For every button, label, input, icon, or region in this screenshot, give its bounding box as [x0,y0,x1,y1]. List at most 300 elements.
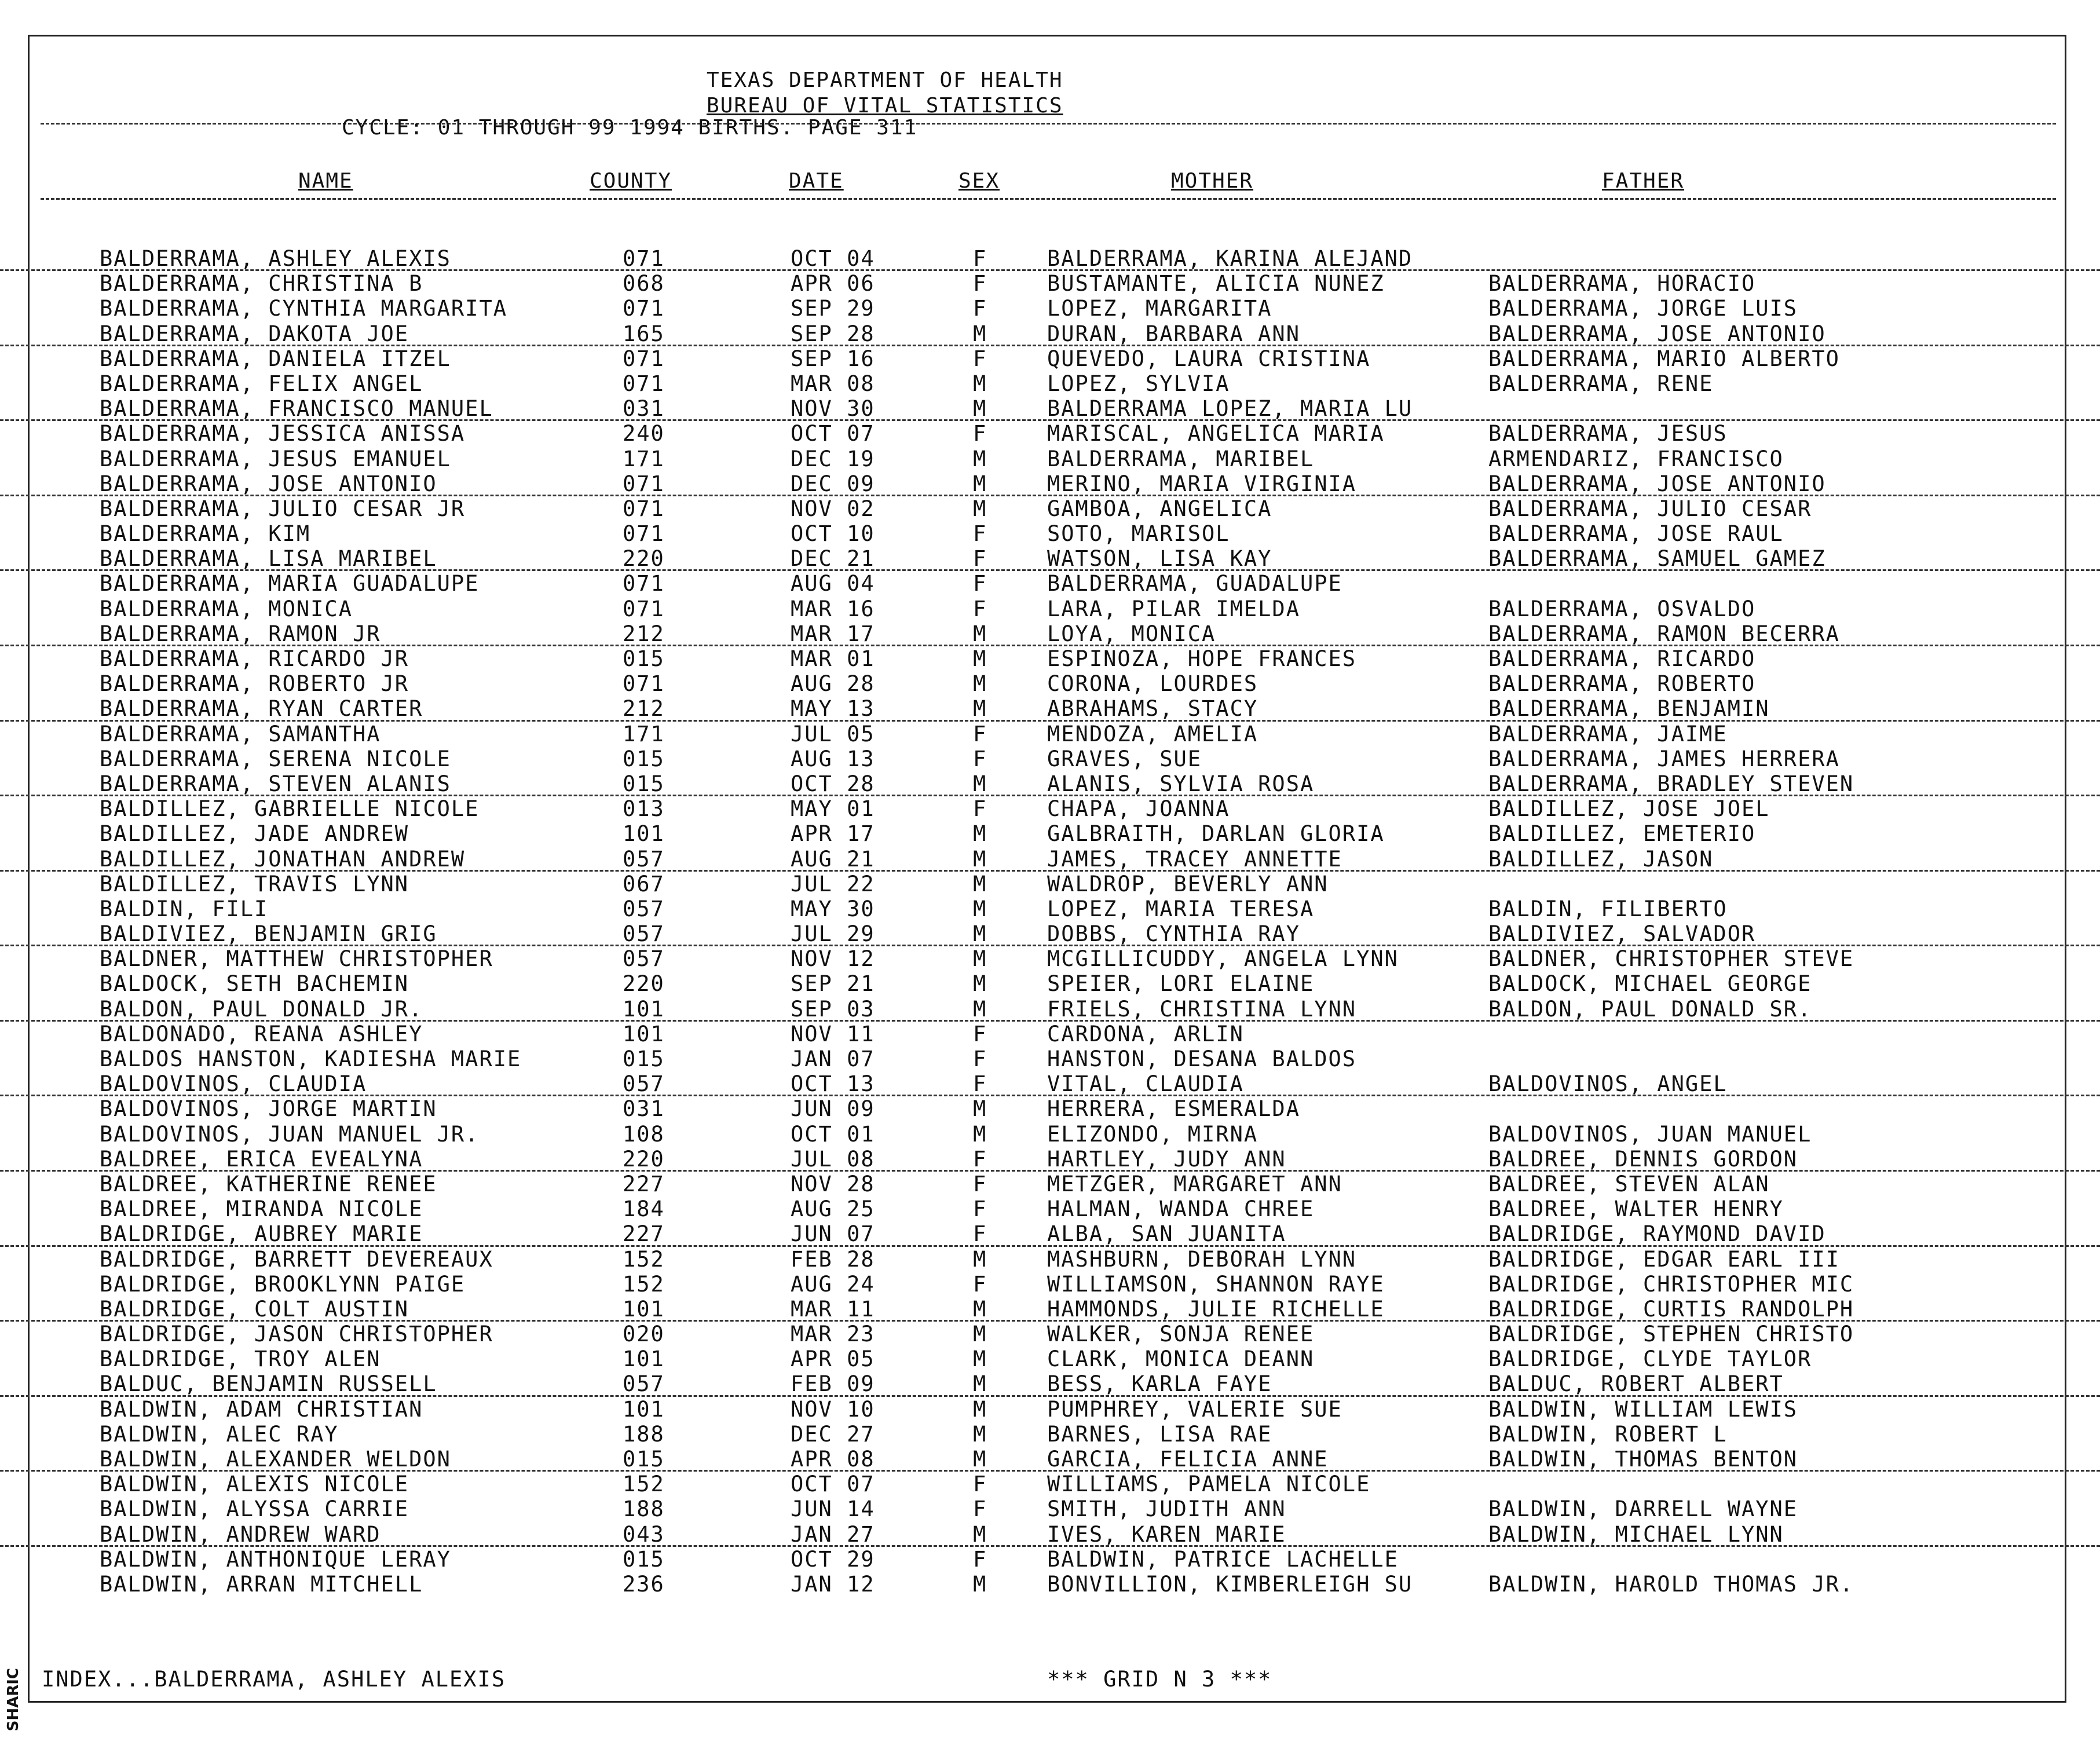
column-header-father: FATHER [1602,169,1685,193]
record-county: 071 [623,471,665,496]
column-header-mother: MOTHER [1171,169,1254,193]
record-row [0,946,2100,971]
record-date: SEP 16 [791,346,875,371]
record-name: BALDNER, MATTHEW CHRISTOPHER [100,946,493,972]
record-father: BALDWIN, HAROLD THOMAS JR. [1488,1571,1854,1597]
record-mother: GRAVES, SUE [1047,746,1202,771]
record-sex: M [973,1246,987,1272]
record-row [0,847,2100,872]
record-name: BALDILLEZ, JONATHAN ANDREW [100,846,466,872]
record-name: BALDREE, MIRANDA NICOLE [100,1197,423,1222]
record-name: BALDWIN, ALEXANDER WELDON [100,1447,451,1472]
record-name: BALDERRAMA, RICARDO JR [100,646,409,671]
record-sex: M [973,1521,987,1547]
record-county: 057 [623,1071,665,1097]
record-name: BALDERRAMA, JOSE ANTONIO [100,471,437,496]
record-date: AUG 25 [791,1197,875,1222]
column-header-county: COUNTY [590,169,672,193]
record-date: NOV 02 [791,496,875,521]
column-header-name: NAME [298,169,353,193]
record-sex: F [973,346,987,371]
record-county: 057 [623,896,665,921]
record-county: 071 [623,596,665,621]
record-date: DEC 09 [791,471,875,496]
record-name: BALDERRAMA, CHRISTINA B [100,271,423,297]
record-sex: F [973,1071,987,1097]
record-name: BALDERRAMA, ROBERTO JR [100,671,409,697]
record-row [0,1371,2100,1396]
record-row [0,1572,2100,1597]
record-name: BALDERRAMA, RYAN CARTER [100,696,423,722]
record-row [0,321,2100,346]
record-father: BALDRIDGE, CURTIS RANDOLPH [1488,1296,1854,1322]
record-date: OCT 07 [791,421,875,447]
record-name: BALDUC, BENJAMIN RUSSELL [100,1371,437,1397]
record-father: BALDERRAMA, JOSE ANTONIO [1488,471,1826,496]
record-date: FEB 28 [791,1246,875,1272]
record-name: BALDERRAMA, DANIELA ITZEL [100,346,451,371]
record-name: BALDREE, ERICA EVEALYNA [100,1146,423,1172]
record-sex: F [973,1197,987,1222]
record-date: JUN 09 [791,1096,875,1122]
record-row [0,1221,2100,1246]
record-sex: M [973,1447,987,1472]
record-sex: M [973,946,987,972]
record-row [0,1071,2100,1096]
record-father: BALDWIN, ROBERT L [1488,1421,1728,1447]
record-father: BALDWIN, MICHAEL LYNN [1488,1521,1784,1547]
record-county: 101 [623,1296,665,1322]
record-father: BALDERRAMA, JULIO CESAR [1488,496,1812,521]
record-sex: F [973,421,987,447]
record-date: OCT 07 [791,1472,875,1497]
record-date: OCT 10 [791,521,875,547]
record-sex: M [973,371,987,396]
record-mother: MENDOZA, AMELIA [1047,721,1258,747]
record-father: BALDERRAMA, RENE [1488,371,1714,396]
record-mother: HERRERA, ESMERALDA [1047,1096,1300,1122]
column-header-divider [41,198,2056,200]
record-row [0,346,2100,371]
record-name: BALDERRAMA, SERENA NICOLE [100,746,451,771]
record-county: 101 [623,1021,665,1047]
record-name: BALDERRAMA, MONICA [100,596,353,621]
record-sex: F [973,1171,987,1197]
record-date: JUL 22 [791,871,875,897]
record-row [0,471,2100,496]
record-row [0,496,2100,521]
record-row [0,296,2100,321]
record-row [0,246,2100,271]
record-row [0,1122,2100,1147]
record-sex: M [973,996,987,1022]
record-sex: F [973,721,987,747]
record-county: 188 [623,1421,665,1447]
record-row [0,1272,2100,1297]
record-mother: HANSTON, DESANA BALDOS [1047,1047,1357,1071]
record-sex: F [973,1271,987,1297]
record-name: BALDILLEZ, JADE ANDREW [100,821,409,847]
record-mother: ALBA, SAN JUANITA [1047,1221,1286,1247]
record-father: BALDERRAMA, MARIO ALBERTO [1488,346,1840,371]
record-sex: F [973,546,987,572]
record-sex: M [973,871,987,897]
column-header-date: DATE [789,169,844,193]
record-sex: M [973,496,987,521]
record-date: MAY 30 [791,896,875,921]
record-date: MAR 17 [791,621,875,646]
record-father: BALDIN, FILIBERTO [1488,896,1728,921]
record-name: BALDERRAMA, FRANCISCO MANUEL [100,396,493,422]
record-father: BALDOVINOS, JUAN MANUEL [1488,1121,1812,1147]
record-sex: M [973,646,987,671]
record-date: APR 08 [791,1447,875,1472]
record-county: 240 [623,421,665,447]
record-county: 108 [623,1121,665,1147]
record-row [0,621,2100,646]
record-name: BALDERRAMA, ASHLEY ALEXIS [100,246,451,271]
record-name: BALDWIN, ALYSSA CARRIE [100,1496,409,1522]
record-county: 101 [623,1396,665,1422]
record-father: BALDRIDGE, CLYDE TAYLOR [1488,1347,1812,1372]
record-father: BALDWIN, DARRELL WAYNE [1488,1496,1798,1522]
record-mother: WILLIAMS, PAMELA NICOLE [1047,1472,1371,1497]
record-county: 020 [623,1322,665,1347]
record-mother: BALDERRAMA, KARINA ALEJAND [1047,246,1413,271]
record-date: MAR 11 [791,1296,875,1322]
record-row [0,271,2100,296]
record-mother: FRIELS, CHRISTINA LYNN [1047,996,1357,1022]
record-county: 101 [623,821,665,847]
record-father: BALDILLEZ, EMETERIO [1488,821,1756,847]
record-county: 013 [623,796,665,822]
record-county: 188 [623,1496,665,1522]
record-sex: M [973,1096,987,1122]
record-mother: BONVILLION, KIMBERLEIGH SU [1047,1571,1413,1597]
record-sex: M [973,771,987,796]
record-father: BALDOVINOS, ANGEL [1488,1071,1728,1097]
record-name: BALDWIN, ARRAN MITCHELL [100,1571,423,1597]
record-county: 227 [623,1171,665,1197]
record-sex: M [973,1421,987,1447]
record-date: OCT 28 [791,771,875,796]
record-mother: SPEIER, LORI ELAINE [1047,971,1315,997]
record-mother: HAMMONDS, JULIE RICHELLE [1047,1296,1385,1322]
record-county: 068 [623,271,665,297]
index-footer: INDEX...BALDERRAMA, ASHLEY ALEXIS [42,1667,506,1692]
record-name: BALDRIDGE, BARRETT DEVEREAUX [100,1246,493,1272]
record-date: SEP 03 [791,996,875,1022]
record-name: BALDWIN, ALEXIS NICOLE [100,1472,409,1497]
record-date: OCT 01 [791,1121,875,1147]
record-county: 071 [623,521,665,547]
record-row [0,897,2100,921]
record-county: 165 [623,321,665,346]
record-row [0,696,2100,721]
record-name: BALDIVIEZ, BENJAMIN GRIG [100,921,437,947]
record-father: BALDUC, ROBERT ALBERT [1488,1371,1784,1397]
record-mother: METZGER, MARGARET ANN [1047,1171,1342,1197]
record-father: BALDERRAMA, JOSE RAUL [1488,521,1784,547]
record-row [0,747,2100,771]
record-father: BALDOCK, MICHAEL GEORGE [1488,971,1812,997]
record-row [0,1522,2100,1547]
record-name: BALDERRAMA, FELIX ANGEL [100,371,423,396]
record-name: BALDOVINOS, JUAN MANUEL JR. [100,1121,480,1147]
record-row [0,1247,2100,1272]
record-county: 031 [623,1096,665,1122]
record-mother: JAMES, TRACEY ANNETTE [1047,846,1342,872]
record-name: BALDRIDGE, JASON CHRISTOPHER [100,1322,493,1347]
record-row [0,1347,2100,1371]
record-row [0,1197,2100,1221]
record-mother: BALDWIN, PATRICE LACHELLE [1047,1546,1399,1572]
record-sex: F [973,571,987,597]
record-row [0,997,2100,1022]
record-row [0,921,2100,946]
record-sex: M [973,1371,987,1397]
record-county: 071 [623,371,665,396]
record-name: BALDWIN, ANDREW WARD [100,1521,381,1547]
record-mother: LOPEZ, MARGARITA [1047,296,1272,321]
record-row [0,796,2100,821]
record-name: BALDERRAMA, DAKOTA JOE [100,321,409,346]
record-name: BALDERRAMA, CYNTHIA MARGARITA [100,296,508,321]
record-name: BALDRIDGE, TROY ALEN [100,1347,381,1372]
record-sex: M [973,446,987,471]
record-sex: M [973,1296,987,1322]
record-father: BALDERRAMA, OSVALDO [1488,596,1756,621]
record-county: 184 [623,1197,665,1222]
record-date: NOV 11 [791,1021,875,1047]
record-county: 015 [623,646,665,671]
record-name: BALDWIN, ADAM CHRISTIAN [100,1396,423,1422]
record-name: BALDOCK, SETH BACHEMIN [100,971,409,997]
record-mother: MCGILLICUDDY, ANGELA LYNN [1047,946,1399,972]
record-county: 067 [623,871,665,897]
record-sex: F [973,1472,987,1497]
record-date: NOV 12 [791,946,875,972]
record-mother: SMITH, JUDITH ANN [1047,1496,1286,1522]
record-mother: HARTLEY, JUDY ANN [1047,1146,1286,1172]
record-county: 071 [623,496,665,521]
record-county: 043 [623,1521,665,1547]
record-father: BALDERRAMA, RAMON BECERRA [1488,621,1840,646]
record-mother: BALDERRAMA, GUADALUPE [1047,571,1342,597]
record-sex: F [973,1221,987,1247]
record-father: BALDERRAMA, JAIME [1488,721,1728,747]
record-sex: M [973,621,987,646]
record-date: AUG 13 [791,746,875,771]
record-row [0,1422,2100,1447]
record-name: BALDWIN, ANTHONIQUE LERAY [100,1546,451,1572]
record-mother: ELIZONDO, MIRNA [1047,1121,1258,1147]
record-sex: M [973,921,987,947]
record-row [0,1322,2100,1347]
record-sex: F [973,521,987,547]
record-county: 057 [623,846,665,872]
record-father: BALDON, PAUL DONALD SR. [1488,996,1812,1022]
record-date: APR 05 [791,1347,875,1372]
record-father: BALDERRAMA, JESUS [1488,421,1728,447]
record-mother: GARCIA, FELICIA ANNE [1047,1447,1329,1472]
record-county: 071 [623,346,665,371]
record-date: AUG 04 [791,571,875,597]
record-father: BALDILLEZ, JOSE JOEL [1488,796,1770,822]
record-county: 057 [623,946,665,972]
record-date: DEC 21 [791,546,875,572]
record-father: BALDERRAMA, BENJAMIN [1488,696,1770,722]
record-row [0,1472,2100,1496]
record-father: BALDRIDGE, RAYMOND DAVID [1488,1221,1826,1247]
record-date: JUL 05 [791,721,875,747]
record-mother: BALDERRAMA LOPEZ, MARIA LU [1047,396,1413,422]
record-date: AUG 21 [791,846,875,872]
record-mother: DOBBS, CYNTHIA RAY [1047,921,1300,947]
record-county: 057 [623,921,665,947]
record-father: BALDERRAMA, JOSE ANTONIO [1488,321,1826,346]
record-father: BALDERRAMA, SAMUEL GAMEZ [1488,546,1826,572]
record-date: MAR 23 [791,1322,875,1347]
record-mother: MARISCAL, ANGELICA MARIA [1047,421,1385,447]
record-date: FEB 09 [791,1371,875,1397]
record-mother: LOPEZ, SYLVIA [1047,371,1230,396]
record-date: MAR 01 [791,646,875,671]
record-county: 015 [623,1447,665,1472]
record-name: BALDERRAMA, STEVEN ALANIS [100,771,451,796]
record-county: 227 [623,1221,665,1247]
record-date: APR 06 [791,271,875,297]
record-mother: BUSTAMANTE, ALICIA NUNEZ [1047,271,1385,297]
department-title: TEXAS DEPARTMENT OF HEALTH [707,68,1063,92]
record-father: BALDWIN, WILLIAM LEWIS [1488,1396,1798,1422]
record-county: 152 [623,1472,665,1497]
record-father: BALDIVIEZ, SALVADOR [1488,921,1756,947]
record-date: JUL 08 [791,1146,875,1172]
record-name: BALDERRAMA, LISA MARIBEL [100,546,437,572]
record-mother: WALKER, SONJA RENEE [1047,1322,1315,1347]
record-sex: M [973,671,987,697]
record-row [0,521,2100,546]
record-date: SEP 21 [791,971,875,997]
record-sex: F [973,271,987,297]
record-sex: M [973,696,987,722]
record-name: BALDON, PAUL DONALD JR. [100,996,423,1022]
record-county: 236 [623,1571,665,1597]
record-father: BALDNER, CHRISTOPHER STEVE [1488,946,1854,972]
record-name: BALDRIDGE, AUBREY MARIE [100,1221,423,1247]
record-row [0,597,2100,621]
record-date: DEC 19 [791,446,875,471]
record-date: JUL 29 [791,921,875,947]
record-county: 031 [623,396,665,422]
record-county: 220 [623,1146,665,1172]
record-mother: CLARK, MONICA DEANN [1047,1347,1315,1372]
record-county: 101 [623,996,665,1022]
record-father: BALDREE, STEVEN ALAN [1488,1171,1770,1197]
record-row [0,872,2100,897]
record-date: JUN 07 [791,1221,875,1247]
record-date: JAN 12 [791,1571,875,1597]
record-sex: M [973,1571,987,1597]
record-mother: HALMAN, WANDA CHREE [1047,1197,1315,1222]
record-sex: M [973,1396,987,1422]
record-date: APR 17 [791,821,875,847]
record-father: BALDERRAMA, JAMES HERRERA [1488,746,1840,771]
record-father: BALDERRAMA, HORACIO [1488,271,1756,297]
record-sex: F [973,1546,987,1572]
record-name: BALDWIN, ALEC RAY [100,1421,339,1447]
record-mother: CHAPA, JOANNA [1047,796,1230,822]
record-date: MAR 08 [791,371,875,396]
record-sex: F [973,296,987,321]
record-date: JAN 07 [791,1047,875,1071]
record-row [0,1147,2100,1172]
record-name: BALDERRAMA, JESSICA ANISSA [100,421,466,447]
record-name: BALDONADO, REANA ASHLEY [100,1021,423,1047]
record-mother: SOTO, MARISOL [1047,521,1230,547]
record-county: 071 [623,671,665,697]
record-county: 057 [623,1371,665,1397]
record-county: 220 [623,971,665,997]
grid-footer: *** GRID N 3 *** [1047,1667,1272,1692]
record-sex: M [973,896,987,921]
record-date: JUN 14 [791,1496,875,1522]
record-row [0,1096,2100,1121]
record-date: MAY 13 [791,696,875,722]
record-father: BALDWIN, THOMAS BENTON [1488,1447,1798,1472]
record-name: BALDOVINOS, CLAUDIA [100,1071,367,1097]
record-sex: M [973,471,987,496]
record-row [0,447,2100,471]
record-sex: F [973,796,987,822]
record-row [0,722,2100,747]
record-name: BALDREE, KATHERINE RENEE [100,1171,437,1197]
record-county: 220 [623,546,665,572]
record-date: NOV 28 [791,1171,875,1197]
record-county: 212 [623,696,665,722]
record-sex: M [973,1322,987,1347]
record-mother: WATSON, LISA KAY [1047,546,1272,572]
record-name: BALDERRAMA, MARIA GUADALUPE [100,571,480,597]
record-row [0,546,2100,571]
record-row [0,1447,2100,1472]
record-name: BALDOVINOS, JORGE MARTIN [100,1096,437,1122]
record-row [0,821,2100,846]
record-row [0,971,2100,996]
record-date: AUG 28 [791,671,875,697]
record-mother: GALBRAITH, DARLAN GLORIA [1047,821,1385,847]
record-father: ARMENDARIZ, FRANCISCO [1488,446,1784,471]
record-name: BALDRIDGE, BROOKLYNN PAIGE [100,1271,466,1297]
record-name: BALDERRAMA, SAMANTHA [100,721,381,747]
record-mother: ESPINOZA, HOPE FRANCES [1047,646,1357,671]
record-date: OCT 13 [791,1071,875,1097]
record-sex: M [973,971,987,997]
record-date: MAR 16 [791,596,875,621]
record-mother: BARNES, LISA RAE [1047,1421,1272,1447]
record-mother: WILLIAMSON, SHANNON RAYE [1047,1271,1385,1297]
record-county: 015 [623,1546,665,1572]
record-sex: M [973,321,987,346]
record-row [0,671,2100,696]
record-date: MAY 01 [791,796,875,822]
record-father: BALDERRAMA, BRADLEY STEVEN [1488,771,1854,796]
record-row [0,1022,2100,1047]
record-sex: M [973,396,987,422]
record-sex: M [973,846,987,872]
record-mother: ALANIS, SYLVIA ROSA [1047,771,1315,796]
